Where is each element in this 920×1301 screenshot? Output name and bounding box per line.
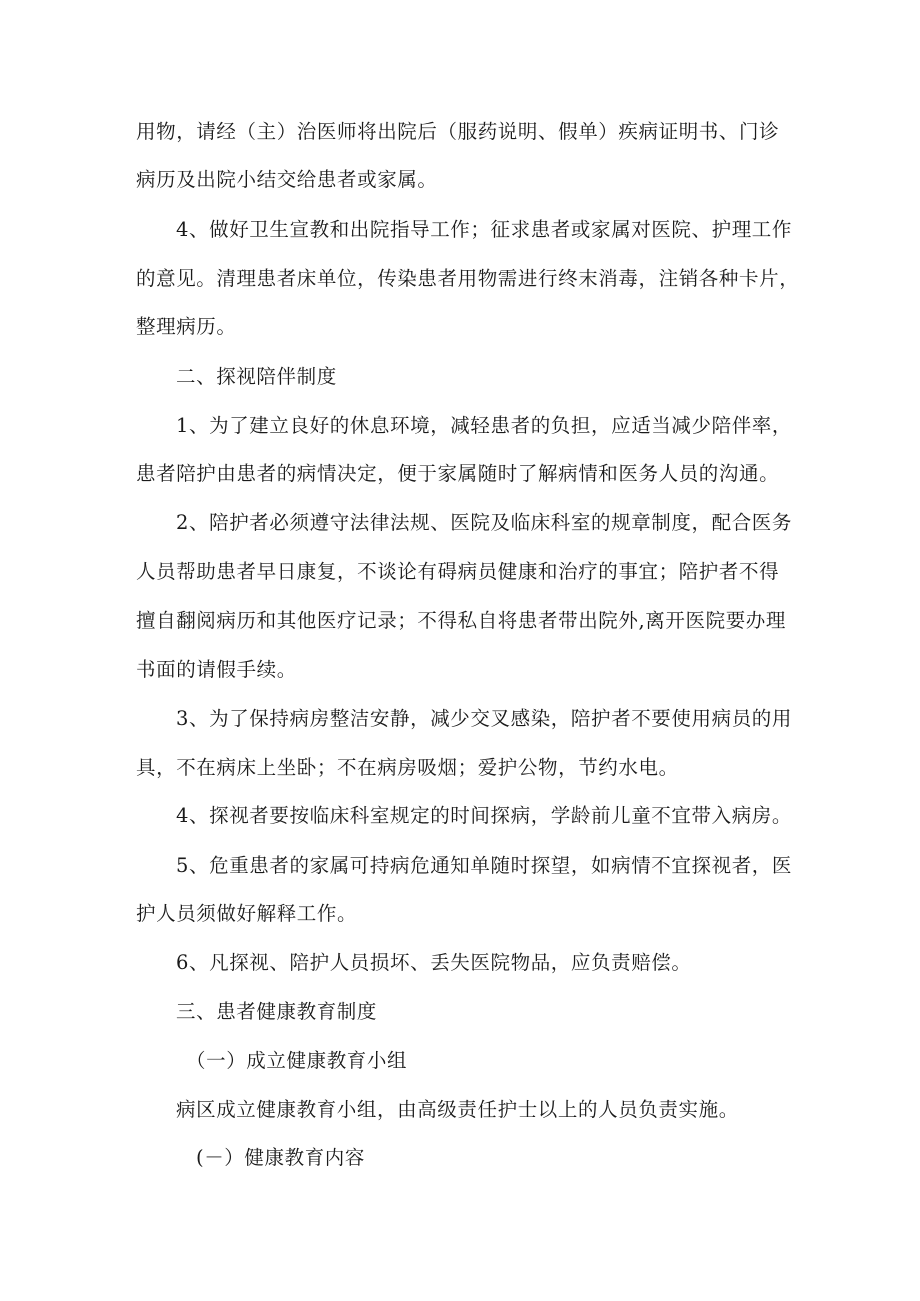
- text-line: 书面的请假手续。: [136, 658, 297, 681]
- text-line: 护人员须做好解释工作。: [136, 902, 358, 925]
- text-line: 6、凡探视、陪护人员损坏、丢失医院物品，应负责赔偿。: [176, 951, 692, 974]
- text-line: 整理病历。: [136, 315, 237, 338]
- text-line: 3、为了保持病房整洁安静，减少交叉感染，陪护者不要使用病员的用: [176, 707, 793, 730]
- text-line: 病历及出院小结交给患者或家属。: [136, 168, 438, 191]
- text-line: 的意见。清理患者床单位，传染患者用物需进行终末消毒，注销各种卡片，: [136, 267, 800, 290]
- text-line: 5、危重患者的家属可持病危通知单随时探望，如病情不宜探视者，医: [176, 854, 793, 877]
- text-line: 擅自翻阅病历和其他医疗记录；不得私自将患者带出院外,离开医院要办理: [136, 609, 786, 632]
- text-line: 具，不在病床上坐卧；不在病房吸烟；爱护公物，节约水电。: [136, 756, 679, 779]
- text-line: 2、陪护者必须遵守法律法规、医院及临床科室的规章制度，配合医务: [176, 511, 793, 534]
- text-line: 用物，请经（主）治医师将出院后（服药说明、假单）疾病证明书、门诊: [136, 120, 780, 143]
- section-heading: 三、患者健康教育制度: [176, 1000, 378, 1023]
- text-line: 4、做好卫生宣教和出院指导工作；征求患者或家属对医院、护理工作: [176, 218, 793, 241]
- subsection-heading: （一）成立健康教育小组: [186, 1049, 408, 1072]
- section-heading: 二、探视陪伴制度: [176, 365, 337, 388]
- text-line: 1、为了建立良好的休息环境，减轻患者的负担，应适当减少陪伴率，: [176, 414, 793, 437]
- text-line: 病区成立健康教育小组，由高级责任护士以上的人员负责实施。: [176, 1098, 739, 1121]
- text-line: 患者陪护由患者的病情决定，便于家属随时了解病情和医务人员的沟通。: [136, 462, 780, 485]
- text-line: 人员帮助患者早日康复，不谈论有碍病员健康和治疗的事宜；陪护者不得: [136, 560, 780, 583]
- text-line: 4、探视者要按临床科室规定的时间探病，学龄前儿童不宜带入病房。: [176, 804, 793, 827]
- subsection-heading: (－）健康教育内容: [196, 1146, 366, 1169]
